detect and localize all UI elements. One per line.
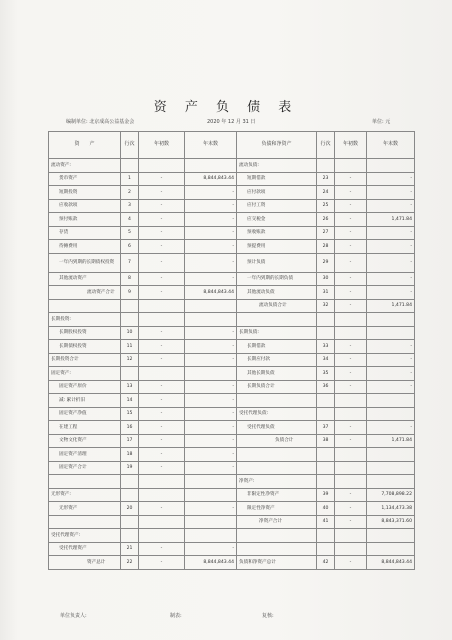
liability-label: 应付款项 [237,186,317,200]
table-row [49,394,415,408]
liability-closing: - [367,380,415,394]
asset-label: 预付账款 [49,213,121,227]
liability-row-no: 38 [317,434,335,448]
liability-row-no [317,529,335,543]
asset-row-no: 17 [121,434,139,448]
asset-label: 在建工程 [49,421,121,435]
liability-opening: - [335,172,367,186]
liability-closing [367,475,415,489]
table-row [49,186,415,200]
table-row [49,326,415,340]
asset-closing: - [185,353,237,367]
asset-opening: - [139,380,185,394]
liability-row-no: 33 [317,340,335,354]
asset-row-no [121,367,139,381]
asset-opening: - [139,326,185,340]
liability-label [237,394,317,408]
table-row [49,448,415,462]
asset-opening: - [139,421,185,435]
table-row [49,299,415,313]
liability-row-no: 30 [317,272,335,286]
asset-closing: - [185,326,237,340]
asset-closing: - [185,186,237,200]
asset-label: 一年内到期的长期债权投资 [49,253,121,272]
asset-label: 长期债权投资 [49,340,121,354]
liability-closing: 8,844,843.44 [367,556,415,570]
asset-opening [139,475,185,489]
balance-sheet-table [48,131,415,570]
asset-label: 受托代理资产 [49,542,121,556]
liability-row-no [317,542,335,556]
liability-closing: - [367,240,415,254]
asset-row-no: 8 [121,272,139,286]
liability-opening: - [335,286,367,300]
asset-label: 长期投资合计 [49,353,121,367]
table-row [49,380,415,394]
header-row-no: 行次 [121,132,139,159]
asset-row-no: 9 [121,286,139,300]
table-row [49,172,415,186]
table-row [49,199,415,213]
asset-label: 货币资产 [49,172,121,186]
liability-opening: - [335,272,367,286]
table-row [49,529,415,543]
liability-closing [367,461,415,475]
asset-closing [185,475,237,489]
liability-row-no: 42 [317,556,335,570]
asset-row-no [121,475,139,489]
asset-label: 待摊费用 [49,240,121,254]
header-opening: 年初数 [139,132,185,159]
liability-label: 流动负债: [237,159,317,173]
liability-closing: - [367,353,415,367]
liability-closing: 1,471.84 [367,213,415,227]
asset-row-no [121,313,139,327]
asset-opening: - [139,394,185,408]
table-row [49,367,415,381]
asset-label: 资产总计 [49,556,121,570]
liability-row-no: 28 [317,240,335,254]
liability-closing: 1,471.84 [367,299,415,313]
asset-opening: - [139,448,185,462]
liability-opening: - [335,434,367,448]
asset-row-no: 18 [121,448,139,462]
table-row [49,272,415,286]
liability-closing: - [367,286,415,300]
asset-opening: - [139,407,185,421]
liability-closing: - [367,367,415,381]
asset-closing: 8,844,843.44 [185,556,237,570]
asset-row-no: 21 [121,542,139,556]
liability-label [237,461,317,475]
table-row [49,286,415,300]
asset-label [49,475,121,489]
asset-closing: - [185,448,237,462]
liability-label: 负债和净资产总计 [237,556,317,570]
liability-opening: - [335,515,367,529]
liability-opening [335,529,367,543]
asset-row-no: 20 [121,502,139,516]
asset-label: 流动资产: [49,159,121,173]
asset-label: 无形资产: [49,488,121,502]
table-row [49,502,415,516]
liability-closing: - [367,172,415,186]
liability-opening: - [335,226,367,240]
asset-closing: - [185,407,237,421]
liability-closing: - [367,421,415,435]
asset-closing: - [185,253,237,272]
liability-label: 受托代理负债 [237,421,317,435]
asset-closing: - [185,380,237,394]
asset-label: 长期投资: [49,313,121,327]
asset-opening: - [139,226,185,240]
liability-label: 流动负债合计 [237,299,317,313]
footer-prepared: 制表: [170,613,182,619]
table-row [49,488,415,502]
asset-label: 其他流动资产 [49,272,121,286]
table-row [49,340,415,354]
liability-opening [335,159,367,173]
liability-label [237,448,317,462]
liability-closing: - [367,340,415,354]
document-title: 资 产 负 债 表 [153,100,299,115]
liability-row-no: 31 [317,286,335,300]
table-row [49,434,415,448]
liability-closing: 1,471.84 [367,434,415,448]
asset-closing [185,313,237,327]
liability-closing: 7,708,898.22 [367,488,415,502]
liability-closing [367,407,415,421]
asset-closing: 8,844,843.44 [185,286,237,300]
asset-opening: - [139,172,185,186]
asset-opening [139,313,185,327]
asset-opening: - [139,186,185,200]
asset-closing [185,299,237,313]
asset-opening: - [139,199,185,213]
liability-closing [367,394,415,408]
liability-row-no: 36 [317,380,335,394]
liability-row-no [317,407,335,421]
footer-responsible: 单位负责人: [60,613,87,619]
asset-opening [139,159,185,173]
asset-row-no: 22 [121,556,139,570]
liability-row-no: 25 [317,199,335,213]
liability-label: 预计负债 [237,253,317,272]
liability-row-no [317,475,335,489]
footer-reviewed: 复核: [262,613,274,619]
asset-closing [185,529,237,543]
liability-row-no [317,461,335,475]
asset-row-no: 3 [121,199,139,213]
asset-label: 无形资产 [49,502,121,516]
asset-label: 固定资产: [49,367,121,381]
liability-closing: - [367,226,415,240]
liability-row-no: 26 [317,213,335,227]
table-row [49,226,415,240]
liability-opening: - [335,199,367,213]
header-opening-2: 年初数 [335,132,367,159]
liability-label: 一年内到期的长期负债 [237,272,317,286]
asset-label [49,515,121,529]
liability-opening: - [335,240,367,254]
asset-row-no [121,159,139,173]
table-header-row [49,132,415,159]
asset-closing [185,159,237,173]
liability-closing [367,448,415,462]
asset-label: 应收款项 [49,199,121,213]
liability-label [237,313,317,327]
asset-opening: - [139,502,185,516]
liability-label: 限定性净资产 [237,502,317,516]
asset-opening: - [139,272,185,286]
liability-row-no: 40 [317,502,335,516]
liability-label: 负债合计 [237,434,317,448]
asset-row-no: 7 [121,253,139,272]
liability-opening: - [335,253,367,272]
asset-row-no [121,488,139,502]
report-date: 2020 年 12 月 31 日 [207,119,256,125]
asset-label: 固定资产净值 [49,407,121,421]
liability-row-no [317,313,335,327]
liability-row-no: 29 [317,253,335,272]
table-row [49,556,415,570]
table-row [49,475,415,489]
table-row [49,253,415,272]
liability-closing [367,542,415,556]
asset-label: 固定资产合计 [49,461,121,475]
table-row [49,542,415,556]
liability-closing: - [367,199,415,213]
liability-closing [367,529,415,543]
asset-opening [139,529,185,543]
table-row [49,515,415,529]
liability-opening [335,461,367,475]
liability-label [237,529,317,543]
asset-row-no: 6 [121,240,139,254]
liability-closing: - [367,253,415,272]
liability-label: 受托代理负债: [237,407,317,421]
asset-label: 流动资产合计 [49,286,121,300]
table-row [49,353,415,367]
asset-label: 短期投资 [49,186,121,200]
liability-row-no [317,448,335,462]
liability-opening: - [335,421,367,435]
liability-label: 长期负债合计 [237,380,317,394]
liability-row-no: 23 [317,172,335,186]
asset-row-no: 1 [121,172,139,186]
header-closing: 年末数 [185,132,237,159]
liability-opening: - [335,299,367,313]
liability-row-no: 32 [317,299,335,313]
asset-row-no: 4 [121,213,139,227]
asset-label: 文物文化资产 [49,434,121,448]
liability-label: 其他长期负债 [237,367,317,381]
liability-row-no: 35 [317,367,335,381]
asset-closing: - [185,213,237,227]
asset-opening: - [139,542,185,556]
asset-opening: - [139,213,185,227]
liability-label: 预提费用 [237,240,317,254]
asset-row-no: 14 [121,394,139,408]
asset-row-no: 13 [121,380,139,394]
asset-opening: - [139,434,185,448]
liability-closing: 1,134,473.38 [367,502,415,516]
table-row [49,159,415,173]
asset-opening [139,367,185,381]
liability-row-no: 24 [317,186,335,200]
liability-opening [335,313,367,327]
liability-label: 长期应付款 [237,353,317,367]
liability-opening: - [335,213,367,227]
liability-opening: - [335,186,367,200]
asset-opening: - [139,253,185,272]
asset-row-no: 10 [121,326,139,340]
currency-unit: 单位: 元 [372,119,391,125]
asset-closing [185,515,237,529]
asset-label [49,299,121,313]
liability-label: 短期借款 [237,172,317,186]
asset-opening: - [139,353,185,367]
asset-closing: - [185,394,237,408]
liability-label: 其他流动负债 [237,286,317,300]
liability-opening [335,542,367,556]
liability-closing: - [367,186,415,200]
asset-label: 受托代理资产: [49,529,121,543]
liability-opening: - [335,556,367,570]
liability-closing [367,313,415,327]
header-closing-2: 年末数 [367,132,415,159]
asset-label: 固定资产清理 [49,448,121,462]
asset-opening: - [139,240,185,254]
liability-row-no: 39 [317,488,335,502]
asset-opening [139,515,185,529]
liability-opening [335,326,367,340]
asset-closing: - [185,502,237,516]
liability-label: 应交税金 [237,213,317,227]
asset-opening: - [139,461,185,475]
asset-opening: - [139,556,185,570]
liability-opening: - [335,380,367,394]
table-row [49,240,415,254]
table-row [49,213,415,227]
asset-row-no: 16 [121,421,139,435]
asset-label: 减: 累计折旧 [49,394,121,408]
asset-row-no: 5 [121,226,139,240]
asset-closing: - [185,434,237,448]
liability-opening: - [335,340,367,354]
asset-closing: 8,844,843.44 [185,172,237,186]
liability-label: 净资产合计 [237,515,317,529]
liability-opening [335,407,367,421]
header-assets: 资 产 [49,132,121,159]
asset-closing: - [185,199,237,213]
asset-closing: - [185,421,237,435]
asset-row-no: 2 [121,186,139,200]
asset-label: 长期股权投资 [49,326,121,340]
asset-opening: - [139,286,185,300]
liability-label: 长期负债: [237,326,317,340]
liability-label: 长期借款 [237,340,317,354]
liability-closing: - [367,272,415,286]
liability-opening: - [335,353,367,367]
liability-opening [335,475,367,489]
liability-opening [335,394,367,408]
asset-row-no: 12 [121,353,139,367]
asset-opening [139,299,185,313]
liability-closing [367,159,415,173]
asset-row-no: 11 [121,340,139,354]
table-row [49,461,415,475]
liability-opening: - [335,367,367,381]
asset-row-no: 15 [121,407,139,421]
liability-opening: - [335,488,367,502]
asset-opening [139,488,185,502]
liability-label: 净资产: [237,475,317,489]
asset-closing: - [185,340,237,354]
liability-opening: - [335,502,367,516]
asset-closing: - [185,226,237,240]
asset-row-no [121,529,139,543]
liability-row-no: 37 [317,421,335,435]
liability-label [237,542,317,556]
table-row [49,313,415,327]
liability-opening [335,448,367,462]
table-row [49,407,415,421]
header-liabilities: 负债和净资产 [237,132,317,159]
asset-label: 存货 [49,226,121,240]
asset-closing [185,367,237,381]
preparing-unit: 编制单位: 北京成高公益基金会 [66,119,135,125]
asset-closing: - [185,240,237,254]
asset-label: 固定资产原价 [49,380,121,394]
liability-row-no: 41 [317,515,335,529]
asset-closing: - [185,461,237,475]
liability-row-no: 27 [317,226,335,240]
asset-opening: - [139,340,185,354]
asset-closing: - [185,272,237,286]
table-row [49,421,415,435]
header-row-no-2: 行次 [317,132,335,159]
asset-row-no [121,299,139,313]
liability-label: 非限定性净资产 [237,488,317,502]
liability-label: 预收账款 [237,226,317,240]
liability-row-no [317,326,335,340]
asset-closing [185,488,237,502]
asset-row-no [121,515,139,529]
liability-row-no: 34 [317,353,335,367]
liability-label: 应付工资 [237,199,317,213]
liability-row-no [317,159,335,173]
liability-closing [367,326,415,340]
liability-row-no [317,394,335,408]
asset-closing: - [185,542,237,556]
asset-row-no: 19 [121,461,139,475]
liability-closing: 8,843,371.60 [367,515,415,529]
